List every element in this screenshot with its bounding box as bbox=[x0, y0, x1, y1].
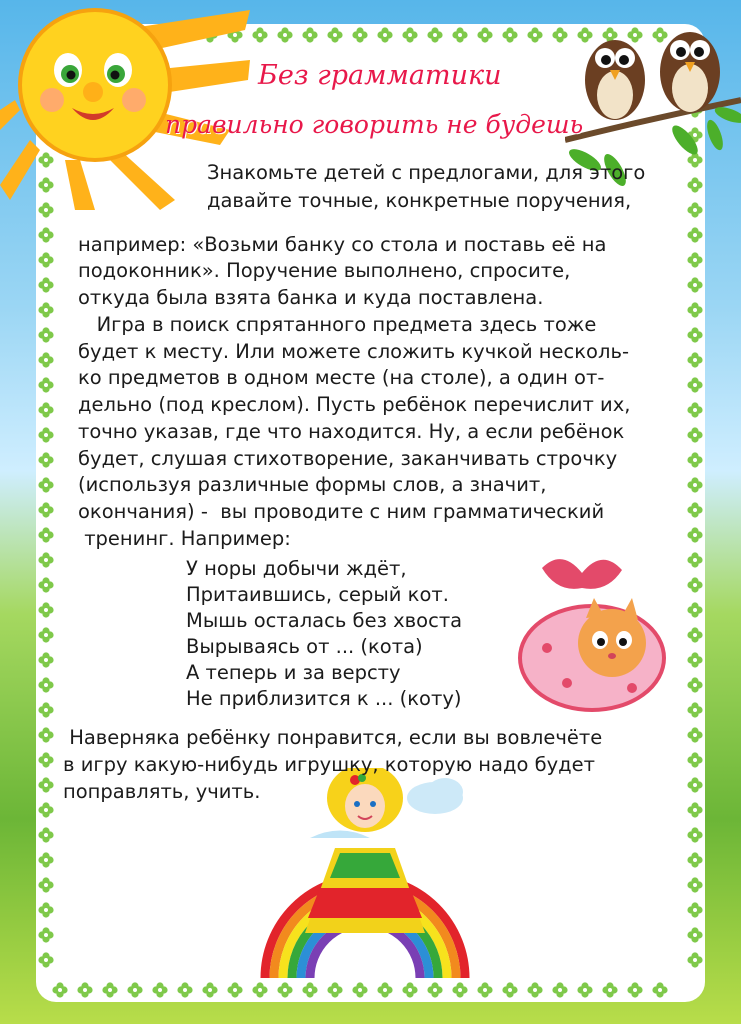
girl-on-rainbow-illustration bbox=[250, 768, 480, 988]
body-line: тренинг. Например: bbox=[78, 527, 291, 550]
body-line: (используя различные формы слов, а значит, bbox=[78, 473, 547, 496]
poem-line: Не приблизится к ... (коту) bbox=[186, 687, 462, 710]
poem-line: А теперь и за версту bbox=[186, 661, 401, 684]
poem-line: Мышь осталась без хвоста bbox=[186, 609, 463, 632]
body-line: например: «Возьми банку со стола и поставь её на bbox=[78, 233, 607, 256]
intro-line: Знакомьте детей с предлогами, для этого bbox=[207, 161, 646, 184]
body-line: откуда была взята банка и куда поставлена. bbox=[78, 286, 544, 309]
intro-line: давайте точные, конкретные поручения, bbox=[207, 189, 632, 212]
body-line: будет к месту. Или можете сложить кучкой несколь- bbox=[78, 340, 629, 363]
poem-line: Притаившись, серый кот. bbox=[186, 583, 449, 606]
body-line: точно указав, где что находится. Ну, а если ребёнок bbox=[78, 420, 625, 443]
page-title-line1: Без грамматики bbox=[258, 60, 502, 91]
outro-line: Наверняка ребёнку понравится, если вы вовлечёте bbox=[63, 726, 603, 749]
kitten-gift-box-illustration bbox=[512, 548, 672, 718]
body-line: ко предметов в одном месте (на столе), а один от- bbox=[78, 366, 605, 389]
body-line: будет, слушая стихотворение, заканчивать строчку bbox=[78, 447, 618, 470]
page-title-line2: правильно говорить не будешь bbox=[165, 110, 584, 139]
body-line: дельно (под креслом). Пусть ребёнок перечислит их, bbox=[78, 393, 631, 416]
outro-line: поправлять, учить. bbox=[63, 780, 261, 803]
body-line: окончания) - вы проводите с ним грамматический bbox=[78, 500, 605, 523]
poem-line: Вырываясь от ... (кота) bbox=[186, 635, 423, 658]
poem-line: У норы добычи ждёт, bbox=[186, 557, 407, 580]
outro-line: в игру какую-нибудь игрушку, которую надо будет bbox=[63, 753, 596, 776]
body-line: подоконник». Поручение выполнено, спросите, bbox=[78, 259, 571, 282]
body-line: Игра в поиск спрятанного предмета здесь тоже bbox=[78, 313, 597, 336]
